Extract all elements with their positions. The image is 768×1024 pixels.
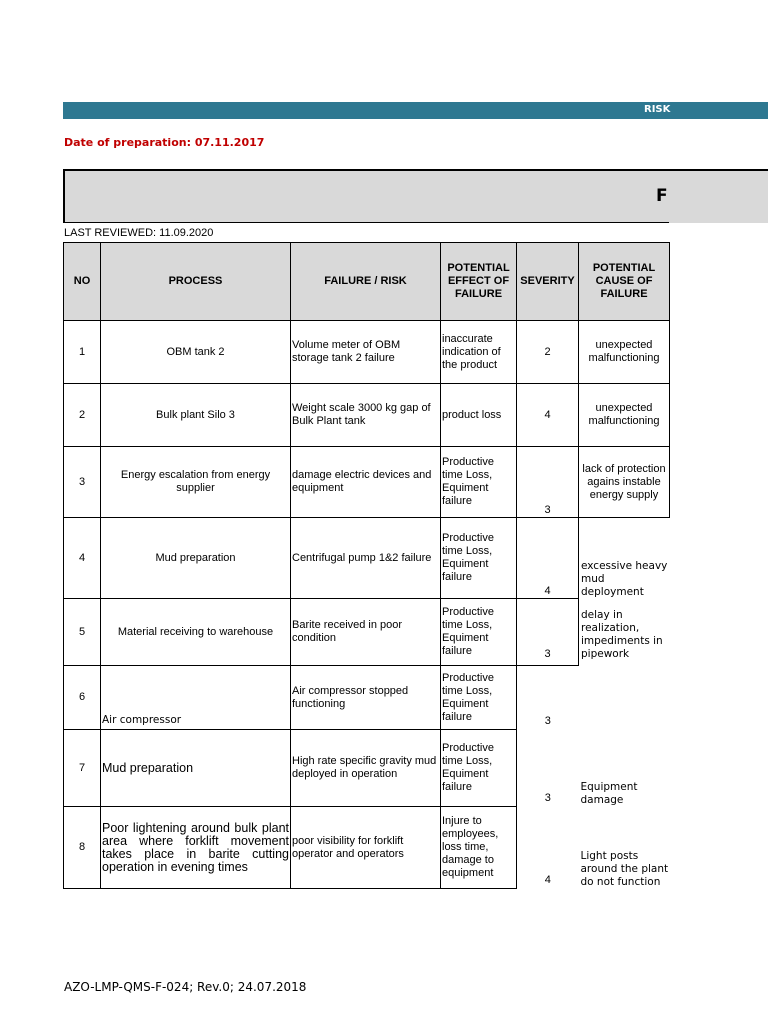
row-failure: High rate specific gravity mud deployed in operation: [291, 730, 441, 807]
table-row: [64, 321, 670, 384]
row-failure: poor visibility for forklift operator and operators: [291, 807, 441, 889]
row-failure: Volume meter of OBM storage tank 2 failure: [291, 321, 441, 384]
row-cause: Light posts around the plant do not function: [580, 849, 669, 888]
row-severity: 4: [517, 518, 579, 599]
row-no: 1: [64, 321, 101, 384]
row-no: 7: [64, 730, 101, 807]
header-potential-effect: POTENTIAL EFFECT OF FAILURE: [441, 243, 517, 321]
row-failure: damage electric devices and equipment: [291, 447, 441, 518]
row-severity: 2: [517, 321, 579, 384]
document-code: AZO-LMP-QMS-F-024; Rev.0; 24.07.2018: [64, 980, 307, 994]
table-row: [64, 384, 670, 447]
table-row: [64, 666, 670, 730]
row-process: Poor lightening around bulk plant area where forklift movement takes place in barite cutting operation in evening times: [101, 807, 291, 889]
row-process: Mud preparation: [101, 730, 291, 807]
row-failure: Air compressor stopped functioning: [291, 666, 441, 730]
table-row: [64, 518, 670, 599]
row-effect: Productive time Loss, Equiment failure: [441, 447, 517, 518]
row-process: Air compressor: [101, 666, 291, 730]
row-severity: 4: [544, 873, 551, 886]
row-no: 2: [64, 384, 101, 447]
row-effect: Productive time Loss, Equiment failure: [441, 599, 517, 666]
row-effect: product loss: [441, 384, 517, 447]
row-cause: Equipment damage: [580, 780, 638, 806]
row-cause: [579, 666, 670, 730]
row-failure: Barite received in poor condition: [291, 599, 441, 666]
banner-label: RISK: [644, 104, 671, 115]
table-row: [64, 599, 670, 666]
header-potential-cause: POTENTIAL CAUSE OF FAILURE: [579, 243, 670, 321]
row-cause: unexpected malfunctioning: [579, 321, 670, 384]
row-effect: Productive time Loss, Equiment failure: [441, 518, 517, 599]
row-cause: unexpected malfunctioning: [579, 384, 670, 447]
header-failure-risk: FAILURE / RISK: [291, 243, 441, 321]
row-process: Material receiving to warehouse: [101, 599, 291, 666]
header-severity: SEVERITY: [517, 243, 579, 321]
row-severity: 3: [544, 791, 551, 804]
header-process: PROCESS: [101, 243, 291, 321]
row-cause: lack of protection agains instable energy supply: [579, 447, 670, 518]
row-cause: delay in realization, impediments in pipework: [581, 608, 663, 660]
row-no: 5: [64, 599, 101, 666]
row-process: Bulk plant Silo 3: [101, 384, 291, 447]
row-process: Mud preparation: [101, 518, 291, 599]
fmea-table: [63, 242, 670, 889]
row-severity: 3: [517, 599, 579, 666]
row-severity: 4: [517, 384, 579, 447]
row-severity: 3: [517, 447, 579, 518]
row-severity: 3: [544, 714, 551, 727]
header-no: NO: [64, 243, 101, 321]
row-effect: Injure to employees, loss time, damage to equipment: [441, 807, 517, 889]
row-no: 6: [64, 666, 101, 730]
table-row: [64, 447, 670, 518]
form-title: F: [656, 186, 668, 206]
table-header-row: [64, 243, 670, 321]
table-row: [64, 730, 670, 807]
preparation-date: Date of preparation: 07.11.2017: [64, 136, 265, 149]
table-row: [64, 807, 670, 889]
row-process: Energy escalation from energy supplier: [101, 447, 291, 518]
row-effect: Productive time Loss, Equiment failure: [441, 666, 517, 730]
row-failure: Weight scale 3000 kg gap of Bulk Plant tank: [291, 384, 441, 447]
title-band-divider: [63, 222, 669, 223]
row-no: 3: [64, 447, 101, 518]
row-process: OBM tank 2: [101, 321, 291, 384]
row-no: 4: [64, 518, 101, 599]
row-effect: inaccurate indication of the product: [441, 321, 517, 384]
last-reviewed: LAST REVIEWED: 11.09.2020: [64, 227, 214, 239]
row-failure: Centrifugal pump 1&2 failure: [291, 518, 441, 599]
row-effect: Productive time Loss, Equiment failure: [441, 730, 517, 807]
row-no: 8: [64, 807, 101, 889]
row-cause: excessive heavy mud deployment: [581, 559, 668, 598]
